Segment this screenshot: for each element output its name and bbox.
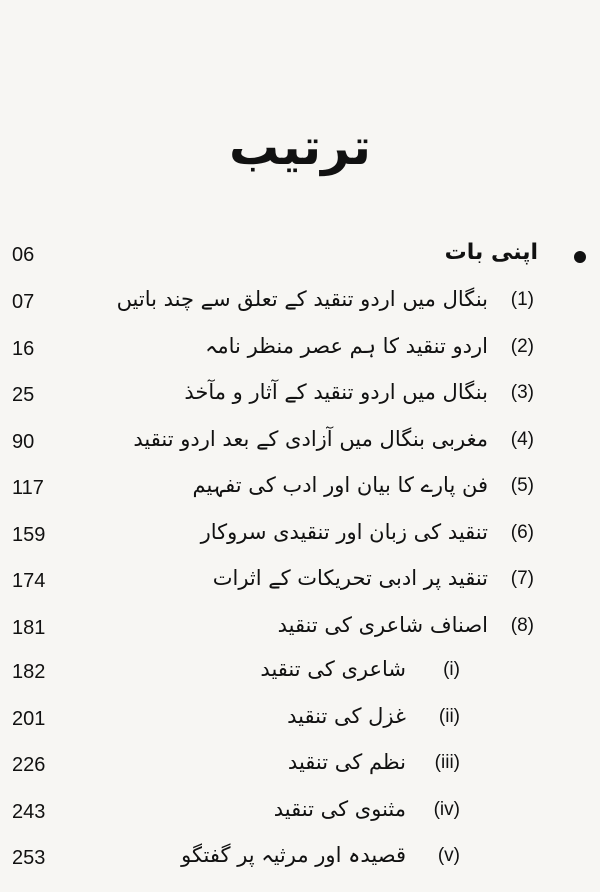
page-number: 182: [12, 661, 46, 683]
item-number: (v): [437, 845, 460, 866]
toc-intro-row[interactable]: [0, 240, 600, 280]
toc-subsection-row[interactable]: [0, 797, 600, 837]
page-number: 243: [12, 800, 46, 823]
item-number: (3): [510, 382, 534, 403]
page-number: 06: [12, 244, 35, 266]
toc-chapter-row[interactable]: [0, 380, 600, 420]
toc-chapter-row[interactable]: [0, 520, 600, 560]
item-title: بنگال میں اردو تنقید کے آثار و مآخذ: [184, 380, 488, 404]
page-number: 181: [12, 616, 46, 639]
page-number: 25: [12, 384, 35, 406]
item-number: (8): [510, 614, 534, 636]
page-number: 201: [12, 707, 46, 730]
item-number: (iv): [433, 798, 460, 820]
page-title-text: ترتیب: [229, 118, 371, 176]
item-number: (2): [510, 335, 534, 357]
page-number: 174: [12, 570, 46, 592]
item-title: اردو تنقید کا ہم عصر منظر نامہ: [205, 333, 488, 358]
toc-subsection-row[interactable]: [0, 750, 600, 790]
item-title: غزل کی تنقید: [287, 703, 406, 728]
toc-chapter-row[interactable]: [0, 613, 600, 653]
toc-subsection-row[interactable]: [0, 704, 600, 744]
item-title: قصیدہ اور مرثیہ پر گفتگو: [181, 843, 406, 867]
item-title: شاعری کی تنقید: [260, 657, 406, 681]
item-title: نظم کی تنقید: [287, 750, 406, 774]
bullet-icon: [574, 251, 586, 263]
item-number: (iii): [434, 752, 460, 773]
page-number: 90: [12, 430, 35, 453]
toc-chapter-row[interactable]: [0, 473, 600, 513]
item-number: (ii): [438, 705, 460, 727]
item-title: تنقید کی زبان اور تنقیدی سروکار: [200, 519, 488, 544]
item-number: (6): [510, 521, 534, 543]
item-number: (7): [510, 568, 534, 589]
page-number: 117: [12, 477, 44, 499]
toc-subsection-row[interactable]: [0, 843, 600, 883]
toc-chapter-row[interactable]: [0, 287, 600, 327]
toc-chapter-row[interactable]: [0, 334, 600, 374]
item-title: اصناف شاعری کی تنقید: [277, 612, 488, 637]
item-title: مثنوی کی تنقید: [273, 796, 406, 821]
item-number: (5): [510, 475, 534, 496]
item-title: بنگال میں اردو تنقید کے تعلق سے چند باتیں: [116, 287, 488, 311]
page-number: 07: [12, 291, 35, 313]
page-number: 159: [12, 523, 46, 546]
item-title: مغربی بنگال میں آزادی کے بعد اردو تنقید: [133, 426, 488, 451]
intro-label: اپنی بات: [444, 240, 538, 265]
item-number: (4): [510, 428, 534, 450]
page-number: 16: [12, 337, 35, 360]
toc-chapter-row[interactable]: [0, 427, 600, 467]
page-number: 226: [12, 754, 46, 776]
toc-subsection-row[interactable]: [0, 657, 600, 697]
toc-chapter-row[interactable]: [0, 566, 600, 606]
item-number: (1): [510, 289, 534, 310]
item-number: (i): [443, 659, 460, 680]
item-title: تنقید پر ادبی تحریکات کے اثرات: [212, 566, 488, 590]
page-number: 253: [12, 847, 46, 869]
item-title: فن پارے کا بیان اور ادب کی تفہیم: [192, 473, 488, 497]
page-title: [0, 118, 600, 176]
